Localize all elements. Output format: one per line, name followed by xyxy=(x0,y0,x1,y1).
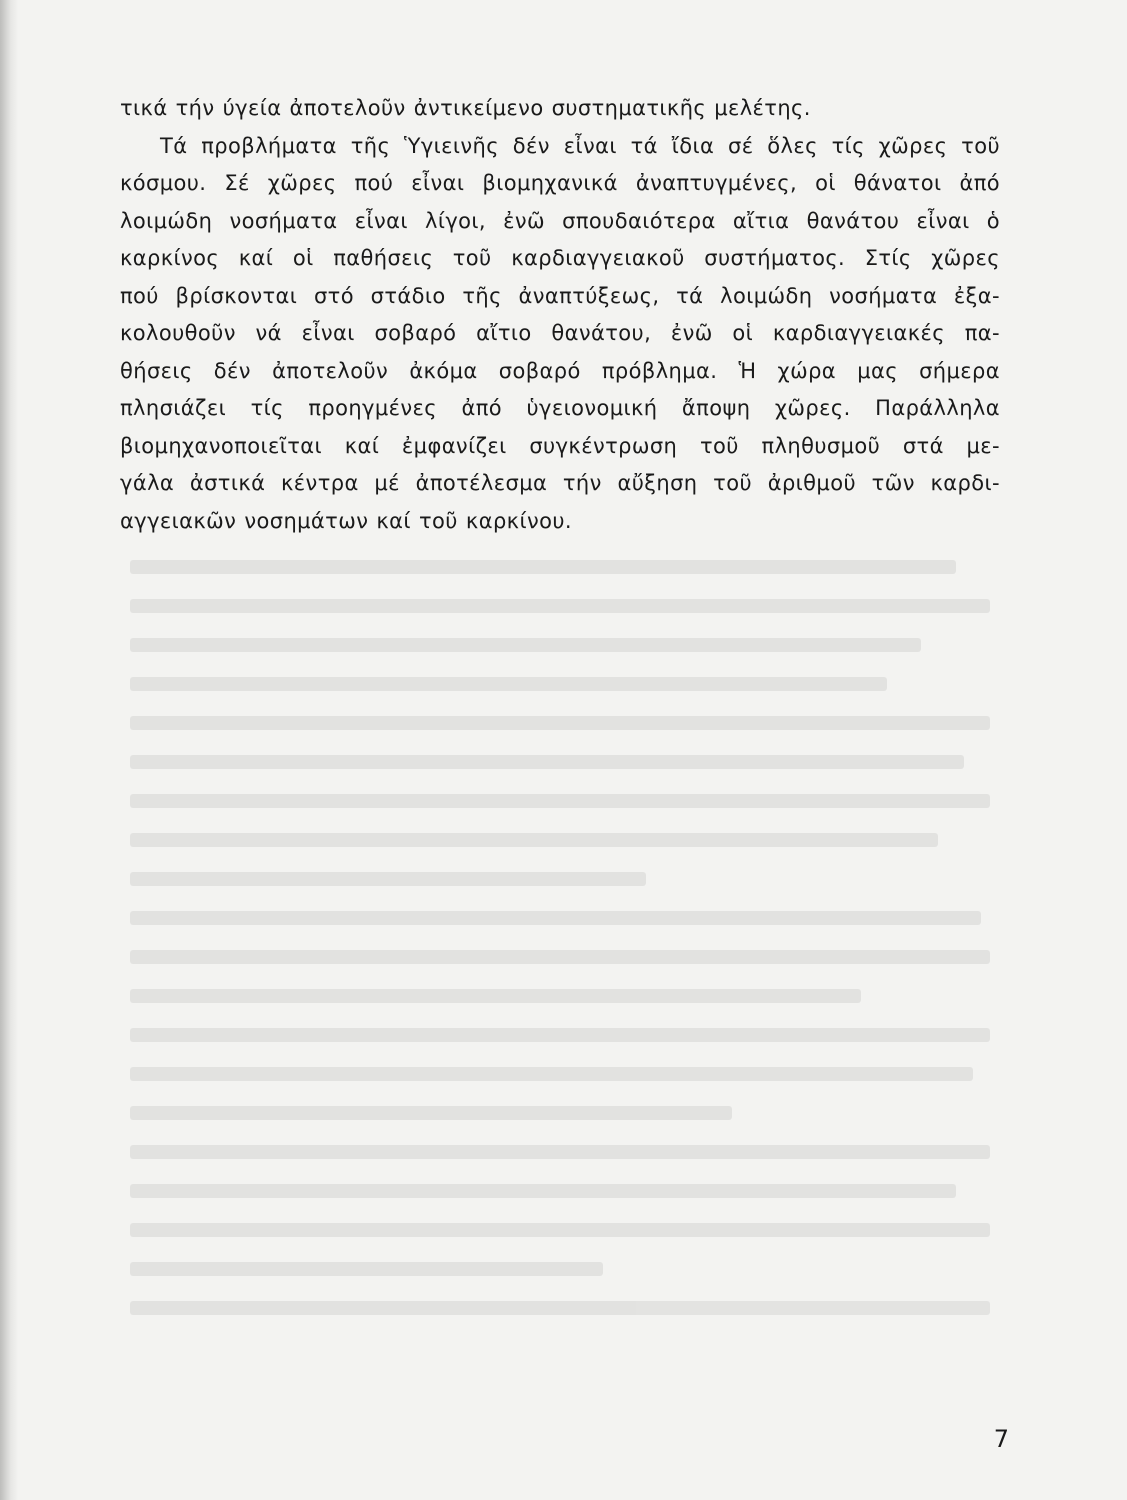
body-paragraph xyxy=(120,90,1000,540)
text-line: πλησιάζει τίς προηγμένες ἀπό ὑγειονομική ἄποψη χῶρες. Παράλληλα xyxy=(120,396,1000,420)
text-line: πού βρίσκονται στό στάδιο τῆς ἀναπτύξεως, τά λοιμώδη νοσήματα ἐξα- xyxy=(120,283,1000,308)
text-line: Τά προβλήματα τῆς Ὑγιεινῆς δέν εἶναι τά ἴδια σέ ὅλες τίς χῶρες τοῦ xyxy=(160,133,1000,158)
text-line: λοιμώδη νοσήματα εἶναι λίγοι, ἐνῶ σπουδαιότερα αἴτια θανάτου εἶναι ὁ xyxy=(120,208,1000,233)
show-through-text xyxy=(130,560,990,1380)
text-line: καρκίνος καί οἱ παθήσεις τοῦ καρδιαγγειακοῦ συστήματος. Στίς χῶρες xyxy=(120,246,1000,270)
text-line: κόσμου. Σέ χῶρες πού εἶναι βιομηχανικά ἀναπτυγμένες, οἱ θάνατοι ἀπό xyxy=(120,171,1000,195)
text-line: γάλα ἀστικά κέντρα μέ ἀποτέλεσμα τήν αὔξηση τοῦ ἀριθμοῦ τῶν καρδι- xyxy=(120,471,1000,495)
text-line: κολουθοῦν νά εἶναι σοβαρό αἴτιο θανάτου, ἐνῶ οἱ καρδιαγγειακές πα- xyxy=(120,321,1000,345)
page-binding-edge xyxy=(0,0,18,1500)
page-number: 7 xyxy=(993,1425,1009,1453)
text-line: αγγειακῶν νοσημάτων καί τοῦ καρκίνου. xyxy=(120,508,572,533)
text-line: βιομηχανοποιεῖται καί ἐμφανίζει συγκέντρωση τοῦ πληθυσμοῦ στά με- xyxy=(120,433,1000,458)
text-line: θήσεις δέν ἀποτελοῦν ἀκόμα σοβαρό πρόβλημα. Ἡ χώρα μας σήμερα xyxy=(120,358,1000,383)
text-line: τικά τήν ύγεία ἀποτελοῦν ἀντικείμενο συστηματικῆς μελέτης. xyxy=(120,96,811,120)
